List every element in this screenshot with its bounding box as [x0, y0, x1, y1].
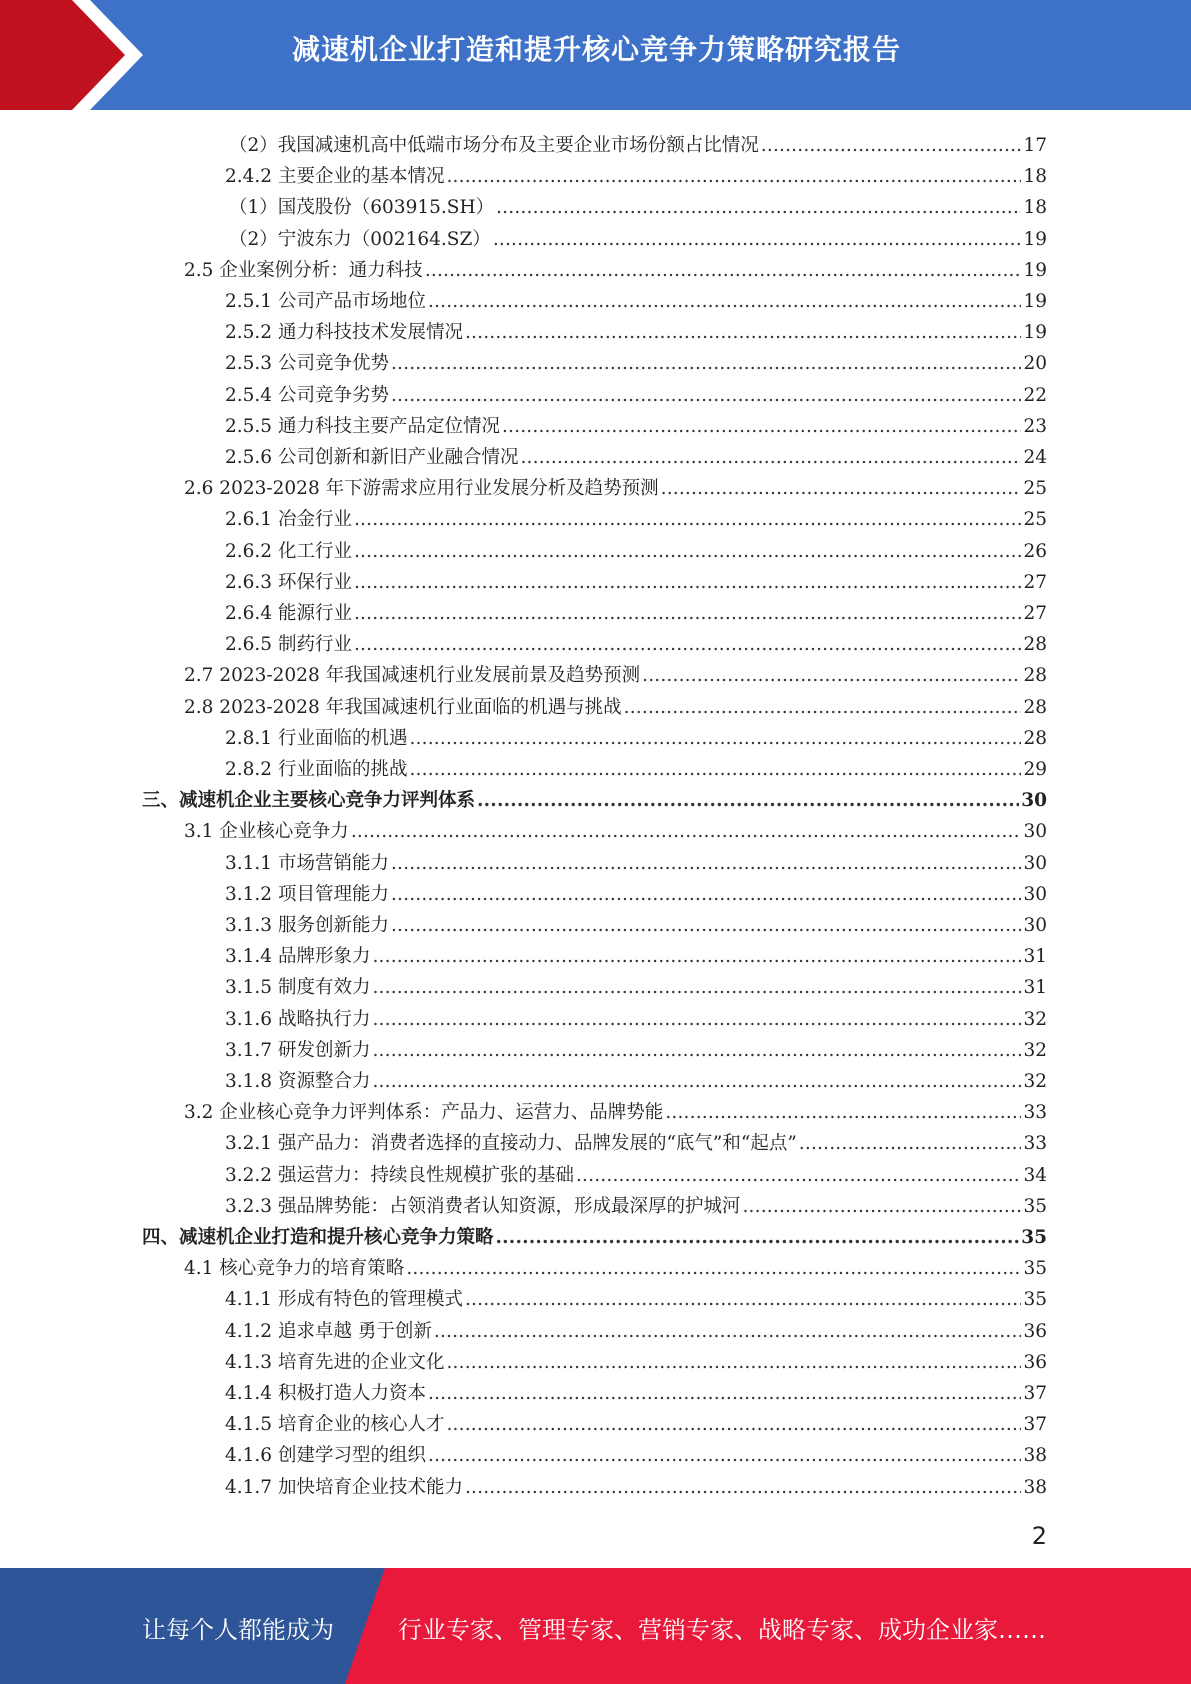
toc-dot-leader — [465, 1288, 1021, 1312]
toc-entry-label: 三、减速机企业主要核心竞争力评判体系 — [142, 790, 476, 812]
toc-entry-page: 35 — [1021, 1227, 1047, 1248]
toc-entry-page: 33 — [1023, 1133, 1047, 1155]
toc-entry-page: 25 — [1023, 478, 1047, 500]
toc-entry-label: 4.1 核心竞争力的培育策略 — [184, 1258, 405, 1280]
toc-entry-page: 19 — [1023, 291, 1047, 312]
toc-entry-label: 3.1.5 制度有效力 — [225, 977, 371, 999]
toc-entry-label: 2.6.5 制药行业 — [225, 634, 352, 656]
toc-entry-page: 30 — [1021, 790, 1047, 812]
toc-entry-page: 30 — [1023, 852, 1047, 874]
toc-entry[interactable] — [225, 1032, 1047, 1063]
toc-entry[interactable] — [225, 1281, 1047, 1312]
toc-entry-page: 18 — [1023, 166, 1047, 188]
toc-dot-leader — [391, 852, 1021, 876]
toc-entry-label: 3.2.3 强品牌势能：占领消费者认知资源，形成最深厚的护城河 — [225, 1195, 741, 1217]
toc-entry-label: 3.1.6 战略执行力 — [225, 1008, 371, 1030]
toc-entry-page: 28 — [1023, 634, 1047, 656]
toc-dot-leader — [520, 446, 1021, 470]
toc-entry-page: 32 — [1023, 1071, 1047, 1092]
toc-entry-page: 38 — [1023, 1476, 1047, 1498]
page-footer — [0, 1568, 1191, 1684]
toc-dot-leader — [351, 820, 1022, 844]
toc-entry[interactable] — [225, 345, 1047, 376]
toc-entry[interactable] — [184, 657, 1047, 688]
toc-dot-leader — [372, 976, 1021, 1000]
toc-entry-page: 25 — [1023, 509, 1047, 531]
toc-entry-label: 3.1.4 品牌形象力 — [225, 946, 371, 968]
toc-entry[interactable] — [225, 314, 1047, 345]
toc-dot-leader — [391, 914, 1021, 938]
toc-entry-page: 32 — [1023, 1008, 1047, 1030]
toc-dot-leader — [354, 602, 1022, 626]
toc-dot-leader — [446, 165, 1021, 189]
toc-dot-leader — [372, 945, 1021, 969]
toc-entry-page: 28 — [1023, 696, 1047, 718]
toc-entry-label: 2.7 2023-2028 年我国减速机行业发展前景及趋势预测 — [184, 665, 641, 687]
toc-entry[interactable] — [225, 1406, 1047, 1437]
toc-dot-leader — [354, 633, 1022, 657]
toc-entry-label: 3.2.2 强运营力：持续良性规模扩张的基础 — [225, 1164, 574, 1186]
toc-entry-label: 2.6.2 化工行业 — [225, 540, 352, 562]
toc-entry-page: 35 — [1023, 1289, 1047, 1311]
toc-entry[interactable] — [184, 1250, 1047, 1281]
toc-entry-label: （2）宁波东力（002164.SZ） — [229, 228, 491, 250]
toc-entry-page: 38 — [1023, 1445, 1047, 1467]
toc-entry-label: 3.1.2 项目管理能力 — [225, 883, 389, 905]
toc-entry[interactable] — [229, 189, 1047, 220]
toc-entry[interactable] — [225, 1437, 1047, 1468]
toc-dot-leader — [493, 228, 1022, 252]
toc-entry[interactable] — [225, 751, 1047, 782]
toc-entry[interactable] — [225, 938, 1047, 969]
toc-entry-page: 18 — [1023, 197, 1047, 219]
toc-dot-leader — [372, 1039, 1021, 1063]
toc-entry-page: 20 — [1023, 353, 1047, 375]
footer-slogan-right: 行业专家、管理专家、营销专家、战略专家、成功企业家…… — [398, 1616, 1046, 1644]
toc-entry[interactable] — [225, 501, 1047, 532]
toc-dot-leader — [624, 696, 1022, 720]
toc-entry[interactable] — [184, 252, 1047, 283]
toc-entry-label: 4.1.3 培育先进的企业文化 — [225, 1351, 445, 1373]
toc-entry-label: 2.6.3 环保行业 — [225, 571, 352, 593]
toc-entry-page: 17 — [1023, 135, 1047, 156]
toc-entry-page: 19 — [1023, 259, 1047, 281]
toc-entry[interactable] — [225, 845, 1047, 876]
toc-entry[interactable] — [225, 439, 1047, 470]
toc-entry-label: 2.5.4 公司竞争劣势 — [225, 384, 389, 406]
toc-entry[interactable] — [225, 283, 1047, 314]
toc-entry-page: 27 — [1023, 603, 1047, 624]
toc-entry-page: 22 — [1023, 384, 1047, 406]
toc-entry-label: 4.1.6 创建学习型的组织 — [225, 1445, 426, 1467]
page-header — [0, 0, 1191, 110]
toc-entry[interactable] — [225, 1313, 1047, 1344]
toc-dot-leader — [372, 1008, 1021, 1032]
toc-entry-label: 2.6.1 冶金行业 — [225, 509, 352, 531]
toc-entry[interactable] — [142, 1219, 1047, 1250]
toc-entry-label: 3.1.8 资源整合力 — [225, 1071, 371, 1092]
toc-dot-leader — [665, 1101, 1021, 1125]
toc-dot-leader — [428, 1444, 1021, 1468]
toc-entry-label: 3.2.1 强产品力：消费者选择的直接动力、品牌发展的“底气”和“起点” — [225, 1133, 797, 1155]
toc-dot-leader — [799, 1132, 1022, 1156]
toc-entry-page: 31 — [1023, 946, 1047, 968]
toc-entry-label: 2.5.2 通力科技技术发展情况 — [225, 322, 463, 344]
toc-entry-label: （2）我国减速机高中低端市场分布及主要企业市场份额占比情况 — [229, 135, 759, 156]
toc-entry-page: 35 — [1023, 1258, 1047, 1280]
toc-entry-label: 2.8.2 行业面临的挑战 — [225, 759, 408, 780]
toc-entry-page: 32 — [1023, 1039, 1047, 1061]
toc-entry-label: 4.1.1 形成有特色的管理模式 — [225, 1289, 463, 1311]
toc-entry-label: 2.5 企业案例分析：通力科技 — [184, 259, 423, 281]
toc-entry[interactable] — [184, 813, 1047, 844]
toc-entry[interactable] — [184, 1094, 1047, 1125]
toc-entry-label: 3.1.7 研发创新力 — [225, 1039, 371, 1061]
toc-dot-leader — [446, 1413, 1021, 1437]
page-number: 2 — [1031, 1522, 1047, 1550]
toc-entry-page: 37 — [1023, 1383, 1047, 1404]
toc-entry-label: 3.1.3 服务创新能力 — [225, 915, 389, 936]
toc-dot-leader — [576, 1164, 1021, 1188]
toc-dot-leader — [354, 508, 1022, 532]
toc-entry-label: （1）国茂股份（603915.SH） — [229, 197, 495, 219]
toc-dot-leader — [409, 727, 1021, 751]
toc-entry-label: 2.6 2023-2028 年下游需求应用行业发展分析及趋势预测 — [184, 478, 659, 500]
toc-entry-label: 2.5.6 公司创新和新旧产业融合情况 — [225, 447, 519, 468]
toc-entry-page: 29 — [1023, 759, 1047, 780]
toc-entry-page: 30 — [1023, 915, 1047, 936]
toc-entry[interactable] — [225, 969, 1047, 1000]
toc-entry[interactable] — [225, 1001, 1047, 1032]
toc-entry-label: 2.5.5 通力科技主要产品定位情况 — [225, 415, 500, 437]
toc-entry[interactable] — [225, 907, 1047, 938]
toc-entry[interactable] — [225, 626, 1047, 657]
toc-entry[interactable] — [225, 564, 1047, 595]
toc-entry-label: 4.1.7 加快培育企业技术能力 — [225, 1476, 463, 1498]
toc-dot-leader — [354, 571, 1022, 595]
toc-dot-leader — [496, 196, 1021, 220]
toc-entry[interactable] — [184, 470, 1047, 501]
toc-dot-leader — [434, 1320, 1022, 1344]
toc-dot-leader — [761, 134, 1022, 158]
toc-dot-leader — [406, 1257, 1021, 1281]
toc-entry-label: 3.1.1 市场营销能力 — [225, 852, 389, 874]
toc-entry[interactable] — [225, 1125, 1047, 1156]
toc-dot-leader — [354, 540, 1022, 564]
toc-entry[interactable] — [225, 1375, 1047, 1406]
toc-dot-leader — [465, 321, 1021, 345]
toc-dot-leader — [409, 758, 1021, 782]
toc-entry-label: 2.8.1 行业面临的机遇 — [225, 727, 408, 749]
toc-dot-leader — [428, 1382, 1021, 1406]
toc-entry-page: 19 — [1023, 228, 1047, 250]
toc-entry-page: 37 — [1023, 1414, 1047, 1436]
toc-entry[interactable] — [225, 1469, 1047, 1500]
toc-dot-leader — [502, 415, 1021, 439]
toc-dot-leader — [477, 789, 1019, 813]
toc-entry-page: 23 — [1023, 415, 1047, 437]
toc-entry[interactable] — [229, 127, 1047, 158]
toc-entry-label: 4.1.2 追求卓越 勇于创新 — [225, 1320, 432, 1342]
toc-entry-page: 35 — [1023, 1195, 1047, 1217]
toc-entry-page: 33 — [1023, 1102, 1047, 1124]
toc-entry-page: 24 — [1023, 447, 1047, 468]
toc-entry-label: 2.8 2023-2028 年我国减速机行业面临的机遇与挑战 — [184, 696, 622, 718]
toc-dot-leader — [642, 664, 1021, 688]
toc-entry-label: 4.1.4 积极打造人力资本 — [225, 1383, 426, 1404]
toc-entry[interactable] — [229, 221, 1047, 252]
toc-entry-page: 19 — [1023, 322, 1047, 344]
toc-dot-leader — [391, 384, 1021, 408]
toc-entry[interactable] — [225, 595, 1047, 626]
toc-entry-page: 34 — [1023, 1164, 1047, 1186]
toc-dot-leader — [496, 1226, 1020, 1250]
toc-entry-page: 36 — [1023, 1320, 1047, 1342]
toc-entry-page: 28 — [1023, 665, 1047, 687]
toc-entry[interactable] — [142, 782, 1047, 813]
toc-entry[interactable] — [225, 720, 1047, 751]
toc-entry-label: 2.4.2 主要企业的基本情况 — [225, 166, 445, 188]
toc-dot-leader — [391, 352, 1021, 376]
toc-entry[interactable] — [225, 1157, 1047, 1188]
toc-entry[interactable] — [225, 1344, 1047, 1375]
toc-entry[interactable] — [225, 408, 1047, 439]
toc-entry-page: 30 — [1023, 883, 1047, 905]
toc-dot-leader — [446, 1351, 1021, 1375]
toc-dot-leader — [391, 883, 1021, 907]
toc-dot-leader — [372, 1070, 1021, 1094]
report-title: 减速机企业打造和提升核心竞争力策略研究报告 — [292, 33, 902, 66]
toc-entry[interactable] — [225, 158, 1047, 189]
toc-dot-leader — [428, 290, 1021, 314]
toc-entry[interactable] — [225, 1188, 1047, 1219]
toc-entry-page: 30 — [1023, 821, 1047, 843]
toc-dot-leader — [465, 1476, 1021, 1500]
toc-entry[interactable] — [225, 1063, 1047, 1094]
toc-entry[interactable] — [225, 533, 1047, 564]
toc-entry-page: 26 — [1023, 540, 1047, 562]
toc-dot-leader — [425, 259, 1022, 283]
toc-entry-label: 2.6.4 能源行业 — [225, 603, 352, 624]
toc-entry-label: 2.5.1 公司产品市场地位 — [225, 291, 426, 312]
toc-entry-label: 四、减速机企业打造和提升核心竞争力策略 — [142, 1227, 494, 1248]
toc-entry-page: 31 — [1023, 977, 1047, 999]
toc-entry-page: 27 — [1023, 571, 1047, 593]
toc-dot-leader — [742, 1195, 1021, 1219]
toc-entry-label: 4.1.5 培育企业的核心人才 — [225, 1414, 445, 1436]
toc-entry-label: 3.2 企业核心竞争力评判体系：产品力、运营力、品牌势能 — [184, 1102, 664, 1124]
toc-entry-label: 2.5.3 公司竞争优势 — [225, 353, 389, 375]
toc-entry[interactable] — [225, 876, 1047, 907]
toc-entry-page: 36 — [1023, 1351, 1047, 1373]
toc-entry-label: 3.1 企业核心竞争力 — [184, 821, 349, 843]
toc-entry-page: 28 — [1023, 727, 1047, 749]
toc-entry[interactable] — [225, 377, 1047, 408]
footer-slogan-left: 让每个人都能成为 — [142, 1616, 334, 1644]
toc-dot-leader — [661, 477, 1022, 501]
toc-entry[interactable] — [184, 689, 1047, 720]
